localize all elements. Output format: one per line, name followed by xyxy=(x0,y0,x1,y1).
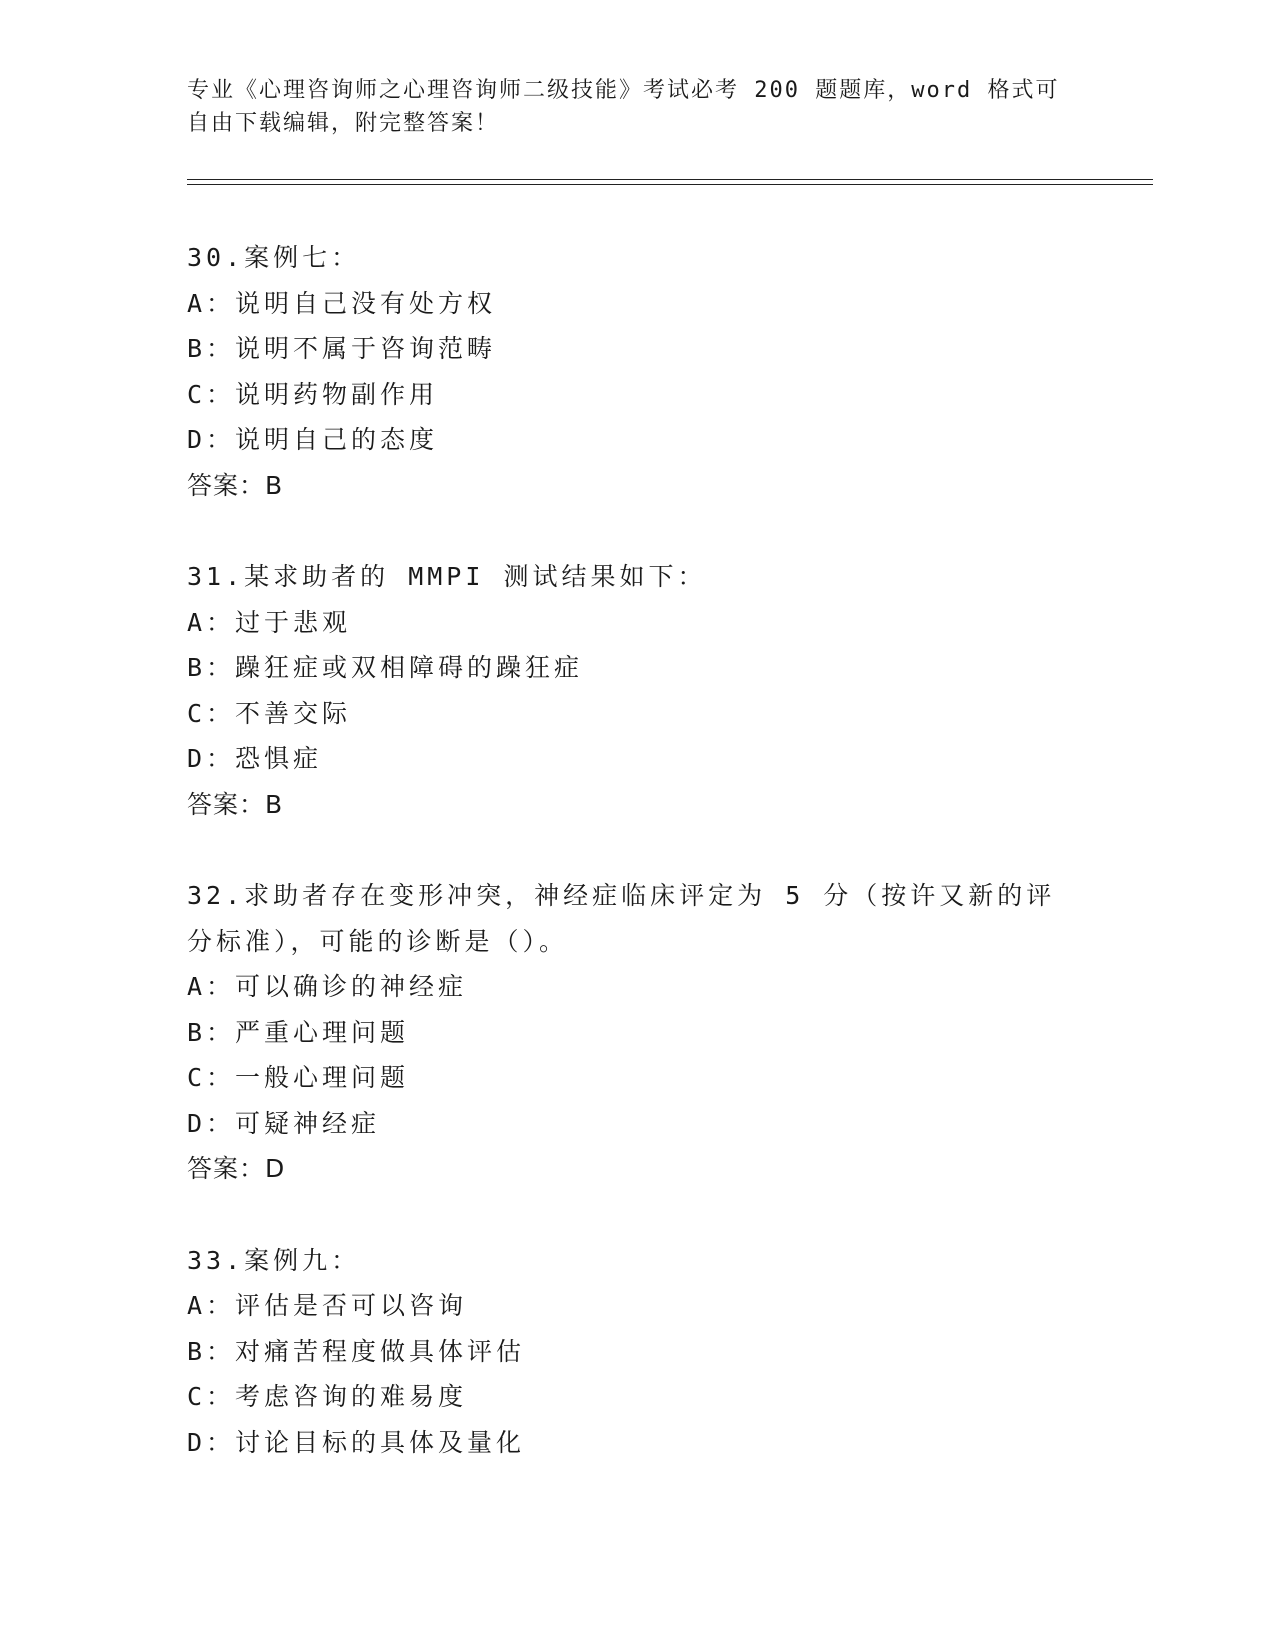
option-b: B：严重心理问题 xyxy=(187,1017,410,1047)
question-33 xyxy=(187,1238,1087,1466)
answer-line: 答案：B xyxy=(187,470,284,500)
option-a: A：可以确诊的神经症 xyxy=(187,972,468,1001)
option-b: B：对痛苦程度做具体评估 xyxy=(187,1336,526,1366)
option-b: B：说明不属于咨询范畴 xyxy=(187,334,497,363)
question-stem: 31.某求助者的 MMPI 测试结果如下： xyxy=(187,562,707,591)
document-intro: 专业《心理咨询师之心理咨询师二级技能》考试必考 200 题题库，word 格式可自由下载编辑，附完整答案！ xyxy=(187,78,1060,136)
option-c: C：说明药物副作用 xyxy=(187,379,439,409)
option-c: C：考虑咨询的难易度 xyxy=(187,1382,468,1411)
option-d: D：恐惧症 xyxy=(187,744,323,773)
answer-line: 答案：D xyxy=(187,1154,286,1183)
option-a: A：评估是否可以咨询 xyxy=(187,1291,468,1320)
option-d: D：讨论目标的具体及量化 xyxy=(187,1427,526,1457)
question-32 xyxy=(187,873,1087,1192)
option-d: D：可疑神经症 xyxy=(187,1108,381,1138)
header-divider-top xyxy=(187,179,1153,180)
question-30 xyxy=(187,235,1087,508)
option-d: D：说明自己的态度 xyxy=(187,425,439,454)
question-stem: 30.案例七： xyxy=(187,243,361,272)
question-stem: 32.求助者存在变形冲突，神经症临床评定为 5 分（按许又新的评分标准），可能的诊断是（）。 xyxy=(187,881,1056,956)
answer-line: 答案：B xyxy=(187,789,284,819)
option-a: A：过于悲观 xyxy=(187,607,352,637)
question-list xyxy=(187,235,1087,1511)
question-stem: 33.案例九： xyxy=(187,1245,361,1275)
option-c: C：一般心理问题 xyxy=(187,1063,410,1092)
option-a: A：说明自己没有处方权 xyxy=(187,288,497,318)
question-31 xyxy=(187,554,1087,827)
header-divider-bottom xyxy=(187,184,1153,185)
option-c: C：不善交际 xyxy=(187,698,352,728)
option-b: B：躁狂症或双相障碍的躁狂症 xyxy=(187,653,584,682)
